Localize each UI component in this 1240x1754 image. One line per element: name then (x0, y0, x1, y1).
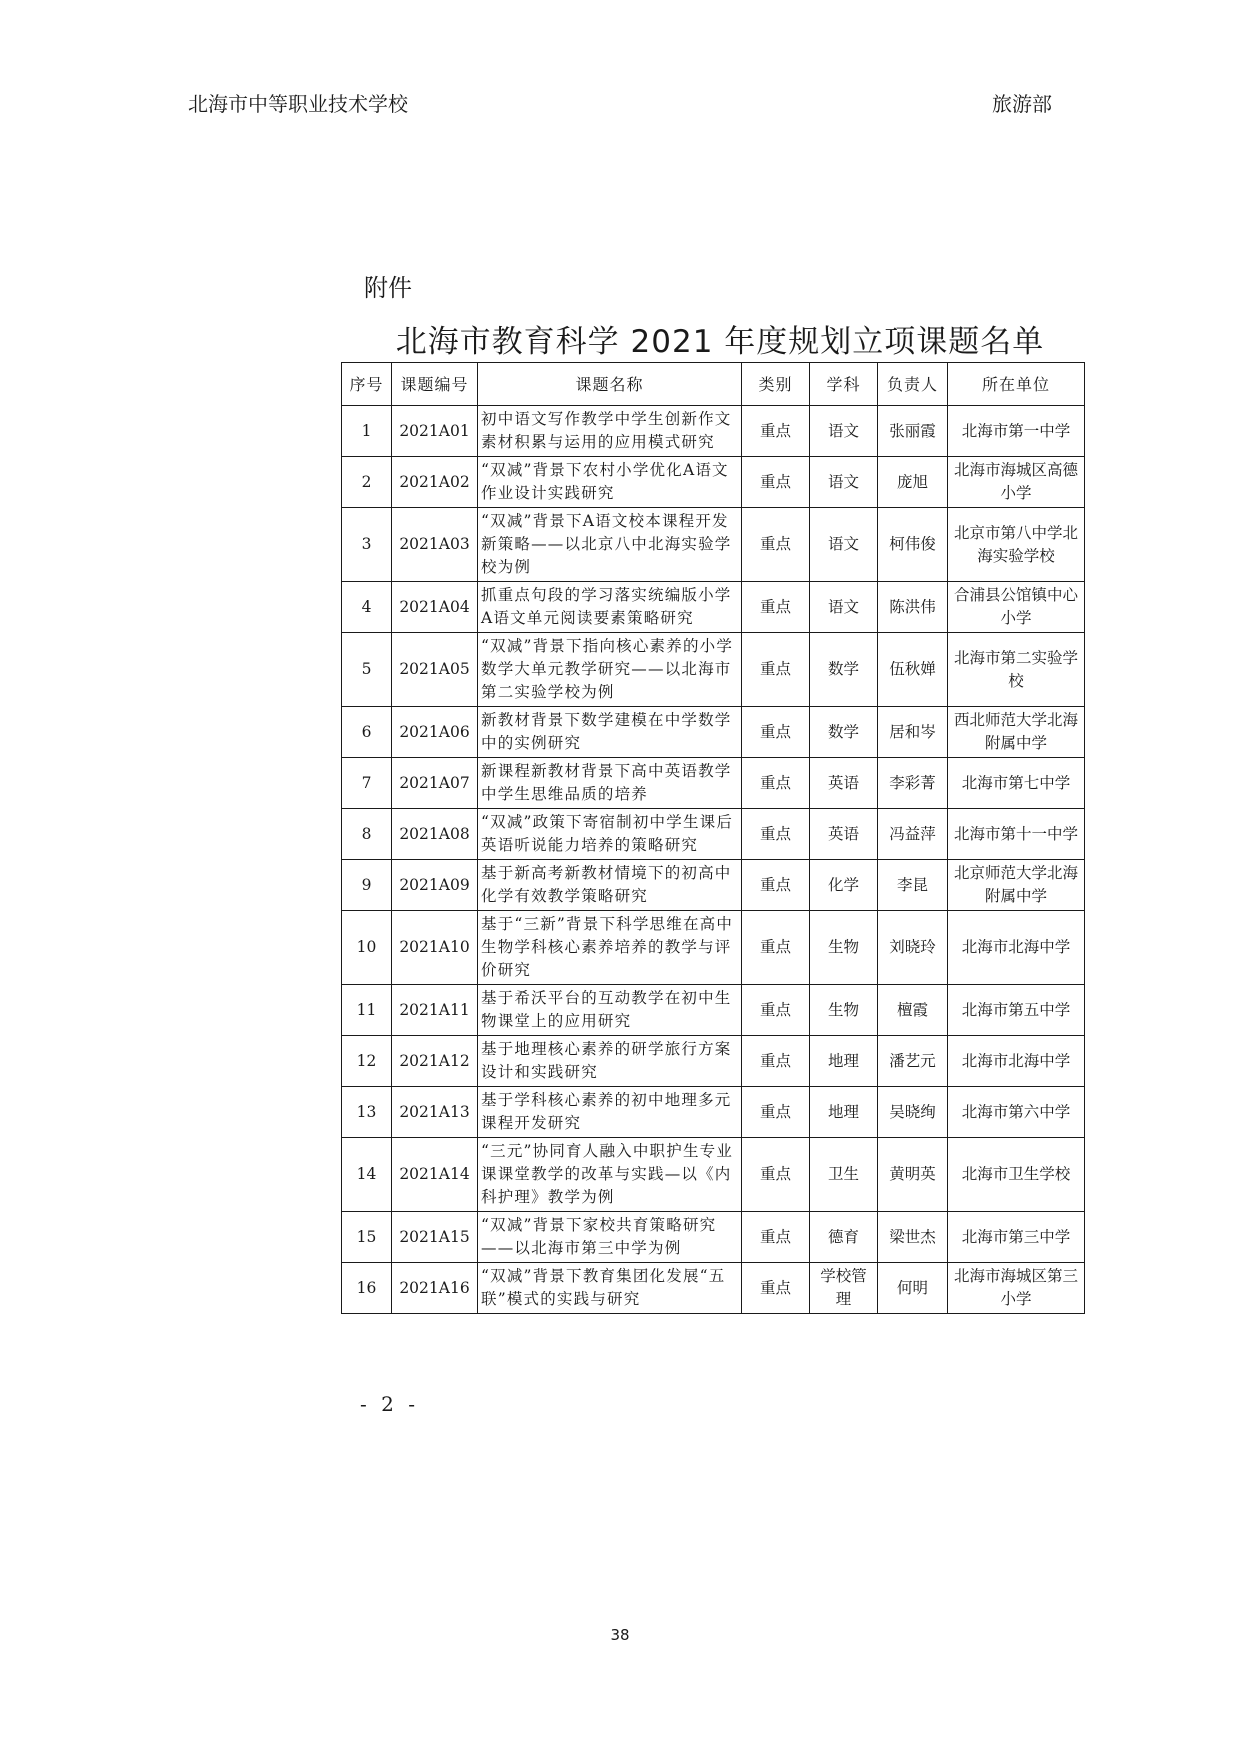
cell-subject: 语文 (810, 457, 878, 508)
cell-leader: 伍秋婵 (878, 633, 948, 707)
cell-category: 重点 (742, 633, 810, 707)
cell-serial: 9 (342, 860, 392, 911)
cell-unit: 北海市海城区第三小学 (948, 1263, 1085, 1314)
cell-serial: 6 (342, 707, 392, 758)
cell-serial: 8 (342, 809, 392, 860)
cell-serial: 1 (342, 406, 392, 457)
cell-category: 重点 (742, 1138, 810, 1212)
cell-category: 重点 (742, 707, 810, 758)
cell-category: 重点 (742, 911, 810, 985)
cell-project-name: 新教材背景下数学建模在中学数学中的实例研究 (478, 707, 742, 758)
header-school-name: 北海市中等职业技术学校 (188, 92, 408, 116)
cell-code: 2021A04 (392, 582, 478, 633)
cell-subject: 德育 (810, 1212, 878, 1263)
cell-subject: 语文 (810, 582, 878, 633)
table-row (342, 1036, 1085, 1087)
cell-leader: 梁世杰 (878, 1212, 948, 1263)
cell-leader: 何明 (878, 1263, 948, 1314)
cell-unit: 北海市第七中学 (948, 758, 1085, 809)
cell-leader: 陈洪伟 (878, 582, 948, 633)
cell-unit: 北京师范大学北海附属中学 (948, 860, 1085, 911)
column-header: 所在单位 (948, 363, 1085, 406)
cell-unit: 北海市第一中学 (948, 406, 1085, 457)
cell-serial: 16 (342, 1263, 392, 1314)
cell-project-name: 基于希沃平台的互动教学在初中生物课堂上的应用研究 (478, 985, 742, 1036)
cell-code: 2021A08 (392, 809, 478, 860)
cell-unit: 北海市第三中学 (948, 1212, 1085, 1263)
cell-code: 2021A02 (392, 457, 478, 508)
cell-project-name: “双减”政策下寄宿制初中学生课后英语听说能力培养的策略研究 (478, 809, 742, 860)
table-row (342, 860, 1085, 911)
cell-code: 2021A14 (392, 1138, 478, 1212)
cell-project-name: “三元”协同育人融入中职护生专业课课堂教学的改革与实践—以《内科护理》教学为例 (478, 1138, 742, 1212)
column-header: 序号 (342, 363, 392, 406)
cell-category: 重点 (742, 758, 810, 809)
cell-project-name: 新课程新教材背景下高中英语教学中学生思维品质的培养 (478, 758, 742, 809)
cell-serial: 5 (342, 633, 392, 707)
cell-subject: 地理 (810, 1087, 878, 1138)
cell-unit: 北海市北海中学 (948, 911, 1085, 985)
table-row (342, 582, 1085, 633)
cell-category: 重点 (742, 1036, 810, 1087)
cell-code: 2021A10 (392, 911, 478, 985)
cell-unit: 北海市第五中学 (948, 985, 1085, 1036)
column-header: 类别 (742, 363, 810, 406)
cell-project-name: “双减”背景下家校共育策略研究——以北海市第三中学为例 (478, 1212, 742, 1263)
cell-project-name: “双减”背景下A语文校本课程开发新策略——以北京八中北海实验学校为例 (478, 508, 742, 582)
cell-unit: 北京市第八中学北海实验学校 (948, 508, 1085, 582)
cell-category: 重点 (742, 1087, 810, 1138)
header-department: 旅游部 (992, 92, 1052, 116)
cell-subject: 地理 (810, 1036, 878, 1087)
cell-code: 2021A05 (392, 633, 478, 707)
cell-serial: 4 (342, 582, 392, 633)
column-header: 课题名称 (478, 363, 742, 406)
cell-code: 2021A13 (392, 1087, 478, 1138)
cell-unit: 西北师范大学北海附属中学 (948, 707, 1085, 758)
cell-category: 重点 (742, 809, 810, 860)
cell-project-name: 初中语文写作教学中学生创新作文素材积累与运用的应用模式研究 (478, 406, 742, 457)
attachment-label: 附件 (364, 274, 412, 302)
cell-project-name: “双减”背景下农村小学优化A语文作业设计实践研究 (478, 457, 742, 508)
cell-project-name: 基于地理核心素养的研学旅行方案设计和实践研究 (478, 1036, 742, 1087)
cell-leader: 李昆 (878, 860, 948, 911)
table-row (342, 1263, 1085, 1314)
cell-category: 重点 (742, 860, 810, 911)
footer-page-number: 38 (610, 1626, 630, 1644)
table-row (342, 809, 1085, 860)
table-row (342, 985, 1085, 1036)
column-header: 学科 (810, 363, 878, 406)
cell-project-name: 基于“三新”背景下科学思维在高中生物学科核心素养培养的教学与评价研究 (478, 911, 742, 985)
table-row (342, 1087, 1085, 1138)
table-header-row (342, 363, 1085, 406)
cell-category: 重点 (742, 457, 810, 508)
table-row (342, 633, 1085, 707)
cell-category: 重点 (742, 508, 810, 582)
cell-leader: 吴晓绚 (878, 1087, 948, 1138)
cell-leader: 李彩菁 (878, 758, 948, 809)
cell-unit: 北海市第六中学 (948, 1087, 1085, 1138)
cell-subject: 数学 (810, 707, 878, 758)
table-row (342, 911, 1085, 985)
cell-leader: 刘晓玲 (878, 911, 948, 985)
cell-code: 2021A16 (392, 1263, 478, 1314)
cell-subject: 语文 (810, 508, 878, 582)
cell-code: 2021A01 (392, 406, 478, 457)
cell-project-name: 基于学科核心素养的初中地理多元课程开发研究 (478, 1087, 742, 1138)
cell-code: 2021A11 (392, 985, 478, 1036)
cell-serial: 12 (342, 1036, 392, 1087)
cell-serial: 11 (342, 985, 392, 1036)
table-row (342, 508, 1085, 582)
cell-unit: 北海市海城区高德小学 (948, 457, 1085, 508)
cell-subject: 学校管理 (810, 1263, 878, 1314)
document-title: 北海市教育科学 2021 年度规划立项课题名单 (395, 324, 1045, 360)
cell-unit: 北海市北海中学 (948, 1036, 1085, 1087)
cell-code: 2021A07 (392, 758, 478, 809)
cell-serial: 13 (342, 1087, 392, 1138)
cell-category: 重点 (742, 1212, 810, 1263)
cell-leader: 檀霞 (878, 985, 948, 1036)
cell-unit: 合浦县公馆镇中心小学 (948, 582, 1085, 633)
cell-leader: 潘艺元 (878, 1036, 948, 1087)
cell-serial: 7 (342, 758, 392, 809)
table-row (342, 758, 1085, 809)
cell-subject: 化学 (810, 860, 878, 911)
inner-page-number: - 2 - (360, 1392, 419, 1416)
cell-category: 重点 (742, 985, 810, 1036)
cell-subject: 数学 (810, 633, 878, 707)
column-header: 负责人 (878, 363, 948, 406)
cell-leader: 柯伟俊 (878, 508, 948, 582)
table-row (342, 1138, 1085, 1212)
cell-leader: 冯益萍 (878, 809, 948, 860)
table-row (342, 1212, 1085, 1263)
cell-subject: 英语 (810, 758, 878, 809)
cell-code: 2021A03 (392, 508, 478, 582)
cell-subject: 语文 (810, 406, 878, 457)
cell-serial: 3 (342, 508, 392, 582)
cell-project-name: 基于新高考新教材情境下的初高中化学有效教学策略研究 (478, 860, 742, 911)
table-row (342, 406, 1085, 457)
cell-subject: 卫生 (810, 1138, 878, 1212)
cell-subject: 生物 (810, 985, 878, 1036)
cell-subject: 英语 (810, 809, 878, 860)
cell-leader: 庞旭 (878, 457, 948, 508)
cell-subject: 生物 (810, 911, 878, 985)
cell-unit: 北海市第十一中学 (948, 809, 1085, 860)
cell-category: 重点 (742, 1263, 810, 1314)
project-table (341, 362, 1085, 1314)
column-header: 课题编号 (392, 363, 478, 406)
cell-project-name: “双减”背景下教育集团化发展“五联”模式的实践与研究 (478, 1263, 742, 1314)
cell-category: 重点 (742, 582, 810, 633)
cell-unit: 北海市第二实验学校 (948, 633, 1085, 707)
cell-code: 2021A09 (392, 860, 478, 911)
cell-serial: 2 (342, 457, 392, 508)
cell-code: 2021A15 (392, 1212, 478, 1263)
cell-project-name: “双减”背景下指向核心素养的小学数学大单元教学研究——以北海市第二实验学校为例 (478, 633, 742, 707)
cell-serial: 14 (342, 1138, 392, 1212)
cell-leader: 黄明英 (878, 1138, 948, 1212)
cell-code: 2021A06 (392, 707, 478, 758)
cell-category: 重点 (742, 406, 810, 457)
table-row (342, 707, 1085, 758)
cell-serial: 10 (342, 911, 392, 985)
cell-code: 2021A12 (392, 1036, 478, 1087)
cell-serial: 15 (342, 1212, 392, 1263)
cell-leader: 张丽霞 (878, 406, 948, 457)
table-row (342, 457, 1085, 508)
cell-unit: 北海市卫生学校 (948, 1138, 1085, 1212)
cell-leader: 居和岑 (878, 707, 948, 758)
cell-project-name: 抓重点句段的学习落实统编版小学A语文单元阅读要素策略研究 (478, 582, 742, 633)
